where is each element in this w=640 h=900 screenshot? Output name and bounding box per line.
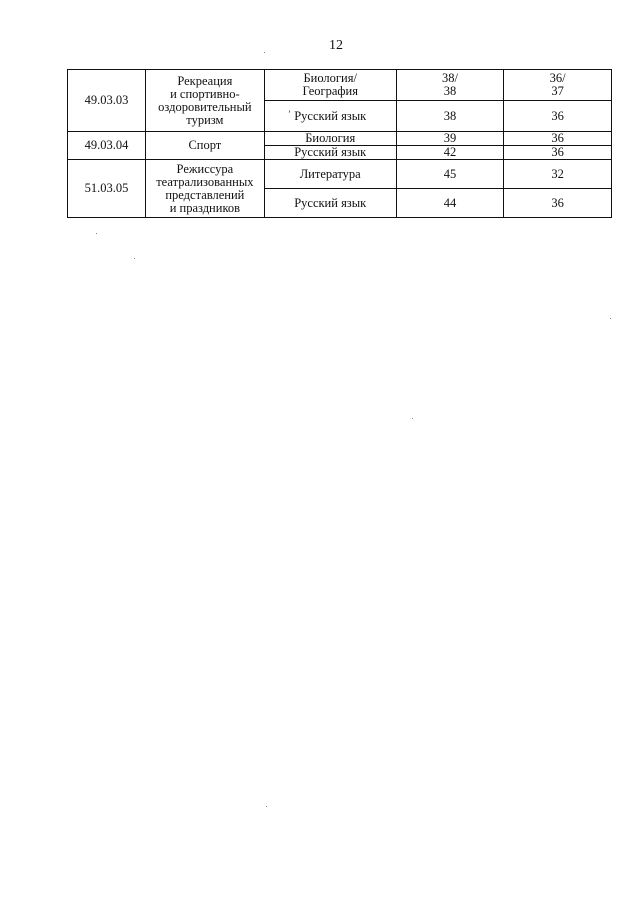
- program-name-line: туризм: [186, 112, 224, 127]
- value: 38: [443, 108, 457, 123]
- value-line: 38: [443, 84, 457, 98]
- program-name-line: и спортивно-: [170, 86, 240, 101]
- value-cell: [396, 160, 504, 189]
- scan-mark: ʼ: [288, 109, 291, 119]
- scan-speck: [412, 418, 413, 419]
- table-row: [68, 160, 612, 189]
- program-name-line: Спорт: [188, 138, 222, 152]
- program-code: 49.03.03: [84, 93, 129, 107]
- program-code: 49.03.04: [84, 138, 129, 152]
- value: 36: [551, 145, 564, 159]
- program-name-cell: [145, 132, 264, 160]
- program-code-cell: [68, 70, 146, 132]
- program-code-cell: [68, 160, 146, 218]
- value: 44: [443, 195, 457, 210]
- program-name-line: театрализованных: [156, 174, 254, 189]
- value-cell: [396, 70, 504, 101]
- program-name-line: Рекреация: [177, 73, 233, 88]
- subject-cell: [264, 189, 396, 218]
- value: 39: [443, 131, 457, 145]
- value-cell: [504, 132, 612, 146]
- scan-speck: [96, 233, 97, 234]
- value-cell: [396, 101, 504, 132]
- value-cell: [504, 160, 612, 189]
- value-cell: [396, 189, 504, 218]
- program-name-line: оздоровительный: [158, 99, 252, 114]
- subject-name: Русский язык: [294, 195, 367, 210]
- program-code: 51.03.05: [84, 181, 129, 195]
- value: 36: [551, 108, 564, 123]
- value-cell: [504, 70, 612, 101]
- program-name-cell: [145, 160, 264, 218]
- scan-speck: [264, 52, 265, 53]
- table-row: [68, 70, 612, 101]
- value-cell: [504, 146, 612, 160]
- value-cell: [396, 146, 504, 160]
- program-name-line: представлений: [165, 187, 245, 202]
- value-cell: [396, 132, 504, 146]
- subject-name: Русский язык: [294, 145, 367, 159]
- program-name-line: Режиссура: [176, 161, 234, 176]
- subject-name: Литература: [299, 166, 361, 181]
- subject-name-line: Биология/: [303, 71, 357, 85]
- program-name-cell: [145, 70, 264, 132]
- subject-cell: [264, 132, 396, 146]
- value: 42: [443, 145, 457, 159]
- value-cell: [504, 101, 612, 132]
- scan-speck: [610, 318, 611, 319]
- table-row: [68, 132, 612, 146]
- value-line: 36/: [549, 71, 566, 85]
- subject-name: Биология: [305, 131, 356, 145]
- scan-speck: [266, 806, 267, 807]
- value: 36: [551, 131, 564, 145]
- subject-cell: [264, 160, 396, 189]
- scan-speck: [134, 258, 135, 259]
- subject-cell: [264, 70, 396, 101]
- page-number: 12: [329, 38, 343, 53]
- subject-cell: [264, 101, 396, 132]
- requirements-table: [67, 69, 612, 218]
- subject-name: Русский язык: [294, 108, 367, 123]
- program-code-cell: [68, 132, 146, 160]
- subject-cell: [264, 146, 396, 160]
- value-line: 37: [551, 84, 564, 98]
- value-cell: [504, 189, 612, 218]
- value: 36: [551, 195, 564, 210]
- subject-name-line: География: [302, 84, 358, 98]
- value: 45: [443, 166, 457, 181]
- program-name-line: и праздников: [169, 200, 241, 215]
- value-line: 38/: [441, 71, 458, 85]
- value: 32: [551, 166, 564, 181]
